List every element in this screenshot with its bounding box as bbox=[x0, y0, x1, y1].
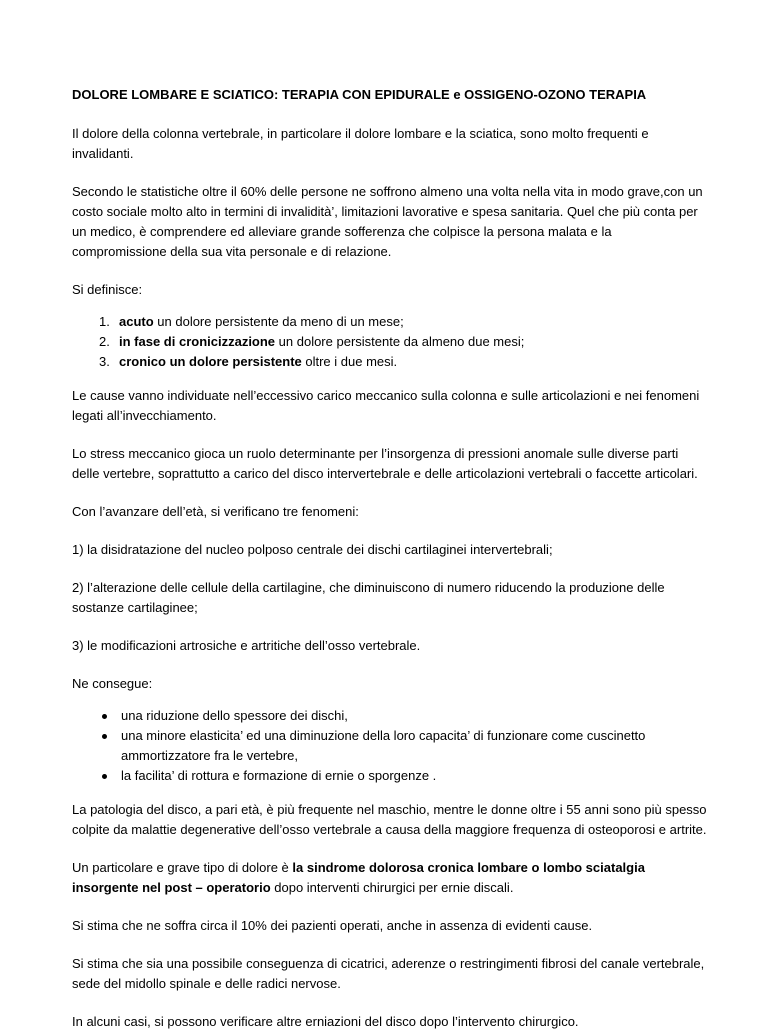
paragraph-causes: Le cause vanno individuate nell’eccessivo carico meccanico sulla colonna e sulle articolazioni e nei fenomeni legati all’invecchiamento. bbox=[72, 388, 700, 423]
phenomenon-item: 2) l’alterazione delle cellule della cartilagine, che diminuiscono di numero riducendo la produzione delle sostanze cartilaginee; bbox=[72, 580, 665, 615]
consequence-text: una riduzione dello spessore dei dischi, bbox=[121, 708, 348, 723]
definition-text: un dolore persistente da meno di un mese; bbox=[153, 314, 404, 329]
paragraph-post-operative bbox=[72, 858, 708, 898]
list-number: 2. bbox=[99, 334, 110, 349]
definition-term: in fase di cronicizzazione bbox=[119, 334, 276, 349]
list-number: 1. bbox=[99, 314, 110, 329]
definition-text: un dolore persistente da almeno due mesi; bbox=[275, 334, 525, 349]
consequence-item bbox=[72, 766, 708, 786]
text-span: Un particolare e grave tipo di dolore è bbox=[72, 860, 293, 875]
paragraph-statistics: Secondo le statistiche oltre il 60% delle persone ne soffrono almeno una volta nella vita in modo grave,con un costo sociale molto alto in termini di invalidità’, limitazioni lavorative e spesa sanitaria. Quel che più conta per un medico, è comprendere ed alleviare grande sofferenza che colpisce la persona malata e la compromissione della sua vita personale e di relazione. bbox=[72, 184, 703, 259]
document-title: DOLORE LOMBARE E SCIATICO: TERAPIA CON EPIDURALE e OSSIGENO-OZONO TERAPIA bbox=[72, 87, 647, 102]
bullet-icon bbox=[102, 774, 107, 779]
definition-item bbox=[72, 312, 708, 332]
paragraph-scarring: Si stima che sia una possibile conseguenza di cicatrici, aderenze o restringimenti fibrosi del canale vertebrale, sede del midollo spinale e delle radici nervose. bbox=[72, 956, 705, 991]
emphasis-text: la sindrome dolorosa cronica lombare o lombo sciatalgia insorgente nel post – operatorio bbox=[72, 860, 645, 895]
definitions-intro: Si definisce: bbox=[72, 282, 143, 297]
bullet-icon bbox=[102, 714, 107, 719]
consequence-item bbox=[72, 726, 708, 766]
paragraph-aging-intro: Con l’avanzare dell’età, si verificano tre fenomeni: bbox=[72, 504, 359, 519]
list-number: 3. bbox=[99, 354, 110, 369]
definition-term: acuto bbox=[119, 314, 154, 329]
definition-text: oltre i due mesi. bbox=[301, 354, 398, 369]
definitions-list bbox=[72, 312, 708, 372]
paragraph-intro: Il dolore della colonna vertebrale, in particolare il dolore lombare e la sciatica, sono molto frequenti e invalidanti. bbox=[72, 126, 649, 161]
definition-item bbox=[72, 352, 708, 372]
paragraph-mechanical-stress: Lo stress meccanico gioca un ruolo determinante per l’insorgenza di pressioni anomale sulle diverse parti delle vertebre, soprattutto a carico del disco intervertebrale e delle articolazioni vertebrali o faccette articolari. bbox=[72, 446, 698, 481]
text-span: dopo interventi chirurgici per ernie discali. bbox=[270, 880, 514, 895]
paragraph-disc-pathology: La patologia del disco, a pari età, è più frequente nel maschio, mentre le donne oltre i 55 anni sono più spesso colpite da malattie degenerative dell’osso vertebrale a causa della maggiore frequenza di osteoporosi e artrite. bbox=[72, 802, 707, 837]
paragraph-estimate: Si stima che ne soffra circa il 10% dei pazienti operati, anche in assenza di evidenti cause. bbox=[72, 918, 593, 933]
consequence-text: la facilita’ di rottura e formazione di ernie o sporgenze . bbox=[121, 768, 437, 783]
consequence-item bbox=[72, 706, 708, 726]
phenomenon-item: 3) le modificazioni artrosiche e artritiche dell’osso vertebrale. bbox=[72, 638, 421, 653]
definition-term: cronico un dolore persistente bbox=[119, 354, 302, 369]
consequence-text: una minore elasticita’ ed una diminuzione della loro capacita’ di funzionare come cuscinetto ammortizzatore fra le vertebre, bbox=[121, 728, 646, 763]
paragraph-re-herniation: In alcuni casi, si possono verificare altre erniazioni del disco dopo l’intervento chirurgico. bbox=[72, 1014, 579, 1029]
bullet-icon bbox=[102, 734, 107, 739]
definition-item bbox=[72, 332, 708, 352]
consequences-list bbox=[72, 706, 708, 786]
consequences-intro: Ne consegue: bbox=[72, 676, 153, 691]
phenomenon-item: 1) la disidratazione del nucleo polposo centrale dei dischi cartilaginei intervertebrali; bbox=[72, 542, 553, 557]
